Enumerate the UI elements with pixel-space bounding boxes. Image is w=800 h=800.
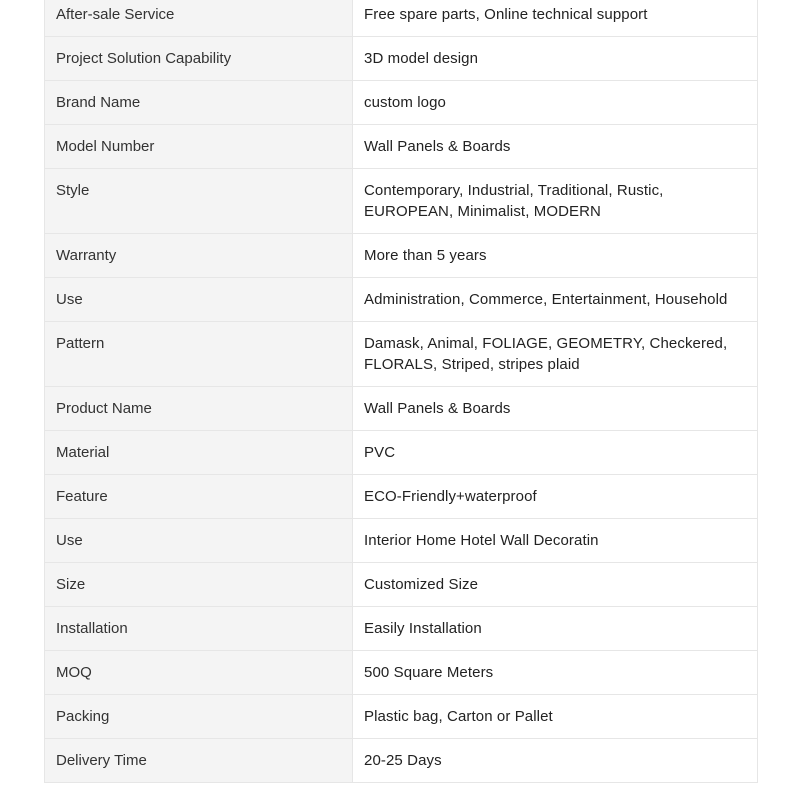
spec-value: Customized Size	[353, 563, 758, 607]
spec-label: MOQ	[45, 651, 353, 695]
spec-row-moq	[45, 651, 758, 695]
spec-label: Pattern	[45, 322, 353, 387]
spec-label: Model Number	[45, 125, 353, 169]
spec-label: After-sale Service	[45, 0, 353, 37]
spec-value: Wall Panels & Boards	[353, 387, 758, 431]
spec-row-style	[45, 169, 758, 234]
spec-row-model-number	[45, 125, 758, 169]
spec-row-size	[45, 563, 758, 607]
spec-label: Feature	[45, 475, 353, 519]
spec-row-project-solution-capability	[45, 37, 758, 81]
spec-label: Style	[45, 169, 353, 234]
spec-label: Packing	[45, 695, 353, 739]
spec-value: Plastic bag, Carton or Pallet	[353, 695, 758, 739]
spec-label: Use	[45, 278, 353, 322]
spec-value: Easily Installation	[353, 607, 758, 651]
spec-value: 20-25 Days	[353, 739, 758, 783]
spec-label: Size	[45, 563, 353, 607]
spec-value: custom logo	[353, 81, 758, 125]
spec-label: Product Name	[45, 387, 353, 431]
spec-row-use	[45, 278, 758, 322]
spec-row-packing	[45, 695, 758, 739]
spec-value: Damask, Animal, FOLIAGE, GEOMETRY, Checkered, FLORALS, Striped, stripes plaid	[353, 322, 758, 387]
spec-row-feature	[45, 475, 758, 519]
spec-row-material	[45, 431, 758, 475]
spec-value: 500 Square Meters	[353, 651, 758, 695]
spec-value: Free spare parts, Online technical support	[353, 0, 758, 37]
spec-row-warranty	[45, 234, 758, 278]
spec-label: Brand Name	[45, 81, 353, 125]
spec-row-use-2	[45, 519, 758, 563]
spec-value: Wall Panels & Boards	[353, 125, 758, 169]
spec-row-pattern	[45, 322, 758, 387]
spec-value: 3D model design	[353, 37, 758, 81]
spec-value: Contemporary, Industrial, Traditional, Rustic, EUROPEAN, Minimalist, MODERN	[353, 169, 758, 234]
spec-row-after-sale-service	[45, 0, 758, 37]
spec-label: Project Solution Capability	[45, 37, 353, 81]
spec-table-body	[45, 0, 758, 783]
spec-row-brand-name	[45, 81, 758, 125]
product-spec-table	[44, 0, 758, 783]
spec-label: Installation	[45, 607, 353, 651]
spec-label: Material	[45, 431, 353, 475]
spec-label: Warranty	[45, 234, 353, 278]
spec-label: Delivery Time	[45, 739, 353, 783]
spec-row-installation	[45, 607, 758, 651]
spec-row-delivery-time	[45, 739, 758, 783]
spec-value: More than 5 years	[353, 234, 758, 278]
spec-value: Interior Home Hotel Wall Decoratin	[353, 519, 758, 563]
spec-value: Administration, Commerce, Entertainment, Household	[353, 278, 758, 322]
spec-value: ECO-Friendly+waterproof	[353, 475, 758, 519]
spec-label: Use	[45, 519, 353, 563]
spec-value: PVC	[353, 431, 758, 475]
spec-row-product-name	[45, 387, 758, 431]
